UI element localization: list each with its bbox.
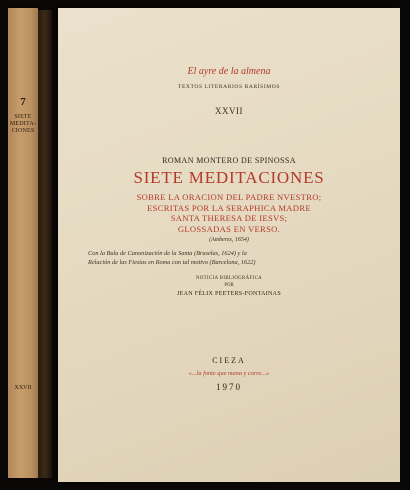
collection-name: TEXTOS LITERARIOS RARÍSIMOS (178, 84, 280, 90)
book-cover (58, 8, 400, 482)
publication-origin: (Amberes, 1654) (209, 237, 249, 243)
spine-title: SIETE MEDITA- CIONES (9, 114, 37, 134)
book-title: SIETE MEDITACIONES (133, 168, 325, 187)
book-subtitle: SOBRE LA ORACION DEL PADRE NVESTRO; ESCRITAS POR LA SERAPHICA MADRE SANTA THERESA DE IESVS; GLOSSADAS EN VERSO. (136, 192, 322, 234)
publication-year: 1970 (216, 382, 242, 392)
volume-number: XXVII (215, 106, 243, 116)
spine-volume: XXVII (14, 385, 32, 391)
supplement-note: Con la Bula de Canonización de la Santa (Bruselas, 1624) y la Relación de las Fiestas en Roma con tal motivo (Barcelona, 1622) (88, 250, 256, 266)
editor-name: JEAN FÉLIX PEETERS-FONTAINAS (177, 291, 281, 297)
bibliographic-notice: NOTICIA BIBLIOGRÁFICA (195, 276, 263, 281)
book-spine (8, 8, 38, 478)
publication-place: CIEZA (212, 356, 246, 365)
spine-number: 7 (20, 96, 26, 108)
notice-by: POR (224, 283, 234, 288)
series-name: El ayre de la almena (187, 66, 271, 77)
author-name: ROMAN MONTERO DE SPINOSSA (162, 156, 296, 165)
publisher-motto: «...la fonte que mana y corre...» (188, 370, 270, 377)
spine-shadow (38, 10, 52, 478)
